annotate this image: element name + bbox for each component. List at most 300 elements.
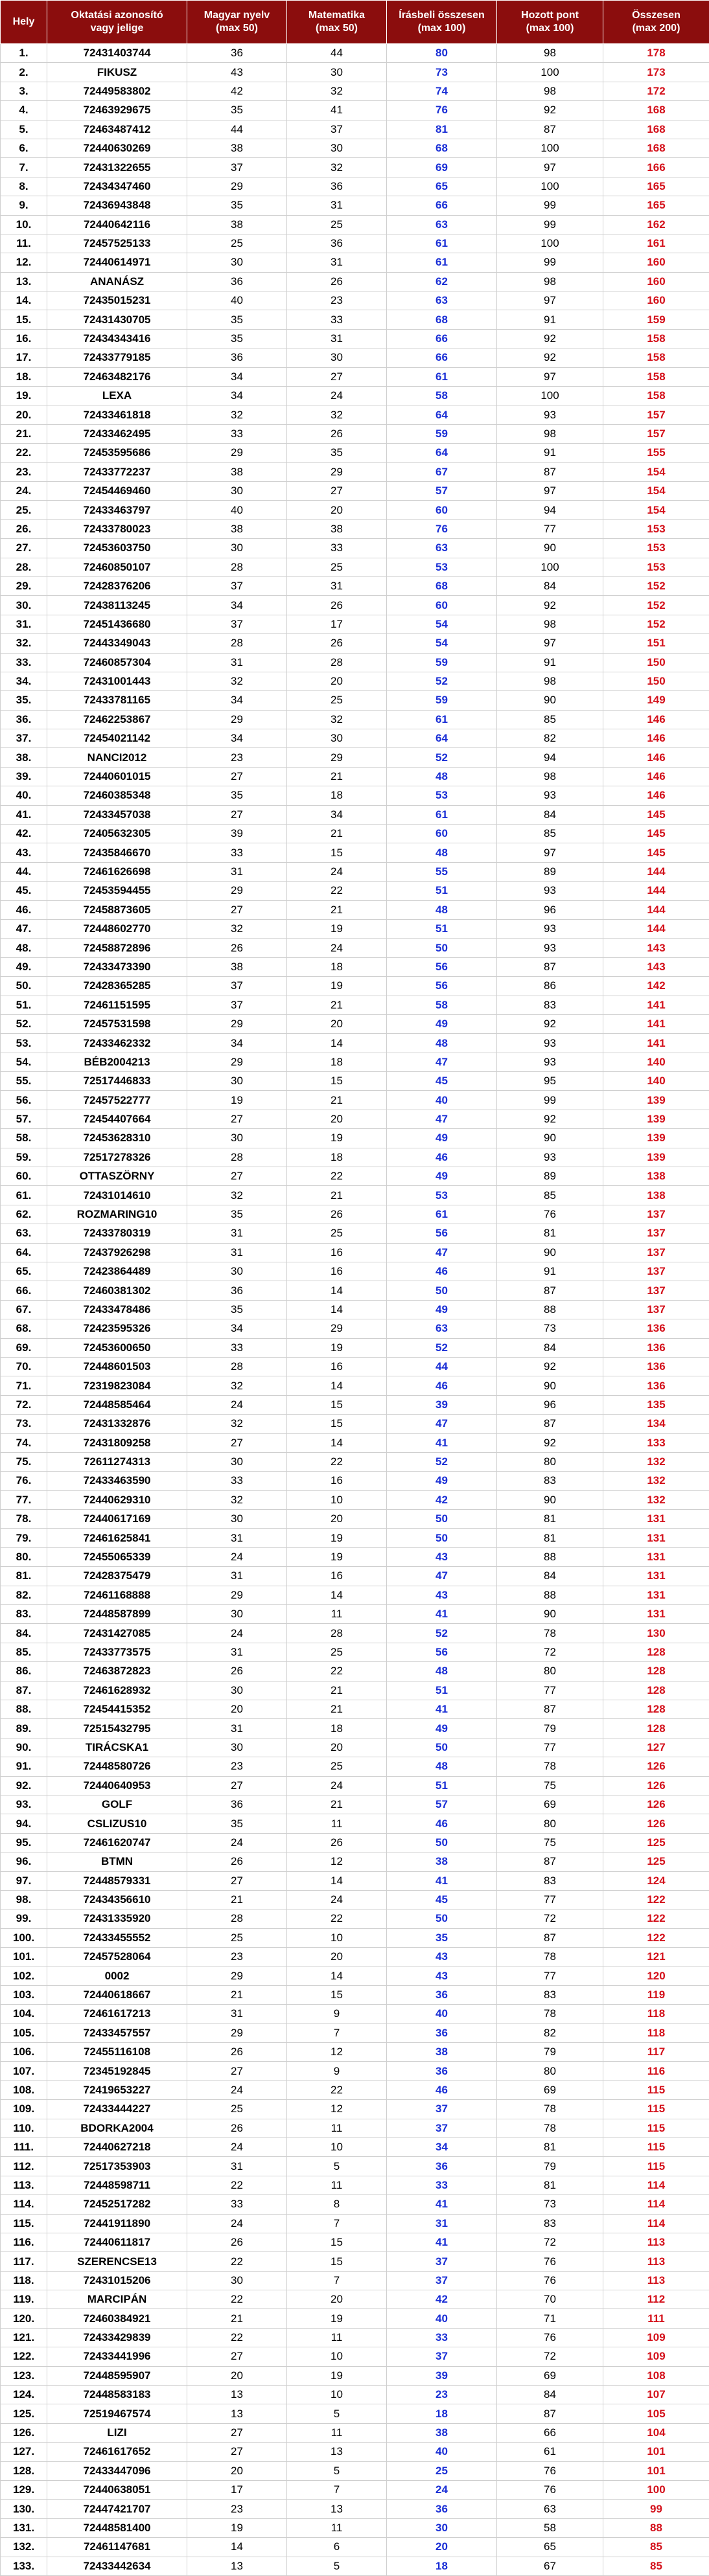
cell-carried-points: 84	[497, 1567, 603, 1586]
cell-hungarian: 29	[187, 444, 287, 462]
cell-identifier: 72454407664	[47, 1110, 187, 1128]
cell-grand-total: 137	[603, 1300, 709, 1319]
cell-written-total: 57	[387, 481, 497, 500]
cell-hungarian: 28	[187, 1148, 287, 1167]
cell-written-total: 61	[387, 1205, 497, 1224]
cell-place: 4.	[1, 101, 47, 120]
cell-place: 117.	[1, 2252, 47, 2271]
cell-place: 31.	[1, 615, 47, 633]
cell-math: 8	[287, 2195, 387, 2214]
cell-math: 38	[287, 519, 387, 538]
cell-place: 114.	[1, 2195, 47, 2214]
cell-carried-points: 63	[497, 2500, 603, 2518]
cell-math: 18	[287, 1053, 387, 1071]
table-row	[1, 1871, 709, 1890]
cell-math: 7	[287, 2214, 387, 2233]
cell-hungarian: 14	[187, 2538, 287, 2557]
cell-place: 48.	[1, 939, 47, 957]
table-row	[1, 367, 709, 386]
cell-written-total: 46	[387, 1376, 497, 1395]
cell-carried-points: 92	[497, 1433, 603, 1452]
cell-grand-total: 126	[603, 1795, 709, 1814]
cell-grand-total: 126	[603, 1757, 709, 1776]
cell-place: 93.	[1, 1795, 47, 1814]
cell-hungarian: 17	[187, 2481, 287, 2500]
header-hungarian	[187, 1, 287, 44]
cell-math: 41	[287, 101, 387, 120]
cell-grand-total: 149	[603, 691, 709, 710]
cell-written-total: 59	[387, 653, 497, 672]
cell-grand-total: 112	[603, 2290, 709, 2309]
cell-grand-total: 100	[603, 2481, 709, 2500]
cell-grand-total: 139	[603, 1129, 709, 1148]
cell-written-total: 43	[387, 1547, 497, 1566]
header-label: Összesen	[606, 9, 706, 22]
cell-math: 22	[287, 2080, 387, 2099]
cell-hungarian: 13	[187, 2404, 287, 2423]
cell-identifier: 72433444227	[47, 2100, 187, 2119]
cell-hungarian: 22	[187, 2290, 287, 2309]
cell-place: 130.	[1, 2500, 47, 2518]
table-row	[1, 2214, 709, 2233]
table-row	[1, 1700, 709, 1718]
table-row	[1, 405, 709, 424]
cell-grand-total: 122	[603, 1928, 709, 1947]
cell-grand-total: 158	[603, 367, 709, 386]
cell-place: 52.	[1, 1014, 47, 1033]
cell-place: 10.	[1, 215, 47, 234]
cell-written-total: 80	[387, 44, 497, 63]
cell-carried-points: 77	[497, 1738, 603, 1757]
cell-identifier: 72431332876	[47, 1415, 187, 1433]
table-row	[1, 576, 709, 595]
cell-written-total: 43	[387, 1966, 497, 1985]
cell-written-total: 37	[387, 2119, 497, 2137]
cell-grand-total: 143	[603, 939, 709, 957]
cell-math: 11	[287, 1814, 387, 1833]
cell-identifier: 72461147681	[47, 2538, 187, 2557]
cell-place: 87.	[1, 1681, 47, 1700]
cell-grand-total: 128	[603, 1719, 709, 1738]
table-row	[1, 1395, 709, 1414]
cell-place: 67.	[1, 1300, 47, 1319]
cell-hungarian: 24	[187, 2137, 287, 2156]
cell-written-total: 46	[387, 1814, 497, 1833]
table-row	[1, 1490, 709, 1509]
cell-identifier: 72440601015	[47, 767, 187, 786]
table-row	[1, 2328, 709, 2347]
cell-written-total: 49	[387, 1719, 497, 1738]
cell-carried-points: 81	[497, 1224, 603, 1243]
cell-grand-total: 142	[603, 977, 709, 996]
cell-grand-total: 113	[603, 2271, 709, 2290]
cell-hungarian: 34	[187, 729, 287, 748]
cell-hungarian: 20	[187, 2461, 287, 2480]
table-row	[1, 1433, 709, 1452]
table-row	[1, 691, 709, 710]
cell-math: 21	[287, 767, 387, 786]
cell-place: 76.	[1, 1472, 47, 1490]
table-row	[1, 939, 709, 957]
cell-identifier: 72455065339	[47, 1547, 187, 1566]
cell-hungarian: 27	[187, 2062, 287, 2080]
header-math	[287, 1, 387, 44]
table-row	[1, 2100, 709, 2119]
cell-carried-points: 76	[497, 1205, 603, 1224]
cell-math: 20	[287, 1738, 387, 1757]
table-row	[1, 2461, 709, 2480]
cell-carried-points: 93	[497, 939, 603, 957]
cell-carried-points: 96	[497, 900, 603, 919]
cell-carried-points: 99	[497, 215, 603, 234]
cell-identifier: 72431014610	[47, 1186, 187, 1205]
cell-grand-total: 124	[603, 1871, 709, 1890]
cell-hungarian: 43	[187, 63, 287, 82]
table-row	[1, 1300, 709, 1319]
cell-place: 22.	[1, 444, 47, 462]
cell-carried-points: 93	[497, 919, 603, 938]
cell-grand-total: 131	[603, 1547, 709, 1566]
cell-written-total: 38	[387, 2043, 497, 2062]
cell-identifier: 72461620747	[47, 1833, 187, 1852]
cell-carried-points: 87	[497, 2404, 603, 2423]
cell-identifier: 72448595907	[47, 2366, 187, 2385]
cell-written-total: 37	[387, 2252, 497, 2271]
cell-written-total: 47	[387, 1567, 497, 1586]
cell-math: 21	[287, 825, 387, 843]
cell-grand-total: 122	[603, 1909, 709, 1928]
cell-grand-total: 145	[603, 843, 709, 862]
cell-written-total: 49	[387, 1129, 497, 1148]
cell-grand-total: 139	[603, 1148, 709, 1167]
table-row	[1, 1224, 709, 1243]
cell-grand-total: 126	[603, 1776, 709, 1795]
cell-written-total: 64	[387, 729, 497, 748]
cell-grand-total: 138	[603, 1186, 709, 1205]
cell-grand-total: 131	[603, 1510, 709, 1529]
cell-math: 33	[287, 539, 387, 558]
cell-hungarian: 32	[187, 1415, 287, 1433]
cell-place: 82.	[1, 1586, 47, 1604]
cell-grand-total: 160	[603, 253, 709, 272]
cell-identifier: 72461626698	[47, 862, 187, 881]
table-row	[1, 1357, 709, 1376]
cell-written-total: 36	[387, 2500, 497, 2518]
cell-hungarian: 28	[187, 1909, 287, 1928]
cell-place: 106.	[1, 2043, 47, 2062]
cell-hungarian: 36	[187, 1281, 287, 1300]
cell-identifier: 72435846670	[47, 843, 187, 862]
cell-place: 73.	[1, 1415, 47, 1433]
cell-carried-points: 73	[497, 1319, 603, 1338]
cell-grand-total: 136	[603, 1357, 709, 1376]
cell-written-total: 54	[387, 615, 497, 633]
cell-written-total: 42	[387, 2290, 497, 2309]
cell-math: 27	[287, 367, 387, 386]
table-row	[1, 2423, 709, 2442]
cell-math: 31	[287, 253, 387, 272]
table-row	[1, 444, 709, 462]
cell-hungarian: 26	[187, 1852, 287, 1871]
cell-place: 77.	[1, 1490, 47, 1509]
header-label: Hozott pont	[500, 9, 600, 22]
cell-written-total: 50	[387, 939, 497, 957]
cell-grand-total: 122	[603, 1890, 709, 1909]
cell-carried-points: 87	[497, 1700, 603, 1718]
cell-written-total: 74	[387, 82, 497, 100]
cell-written-total: 53	[387, 786, 497, 805]
table-row	[1, 710, 709, 729]
cell-place: 75.	[1, 1452, 47, 1471]
table-row	[1, 672, 709, 690]
cell-identifier: 72454415352	[47, 1700, 187, 1718]
cell-carried-points: 97	[497, 843, 603, 862]
cell-identifier: LIZI	[47, 2423, 187, 2442]
cell-math: 17	[287, 615, 387, 633]
table-row	[1, 177, 709, 196]
table-row	[1, 1243, 709, 1262]
cell-hungarian: 33	[187, 1472, 287, 1490]
cell-hungarian: 34	[187, 691, 287, 710]
cell-identifier: 72433772237	[47, 462, 187, 481]
cell-grand-total: 131	[603, 1567, 709, 1586]
header-sublabel: vagy jelige	[50, 22, 184, 35]
cell-place: 43.	[1, 843, 47, 862]
cell-place: 121.	[1, 2328, 47, 2347]
cell-grand-total: 153	[603, 519, 709, 538]
cell-math: 12	[287, 1852, 387, 1871]
cell-carried-points: 89	[497, 862, 603, 881]
table-row	[1, 2404, 709, 2423]
cell-identifier: 72437926298	[47, 1243, 187, 1262]
cell-hungarian: 27	[187, 1167, 287, 1186]
cell-carried-points: 83	[497, 1472, 603, 1490]
cell-written-total: 63	[387, 1319, 497, 1338]
cell-grand-total: 137	[603, 1262, 709, 1281]
cell-math: 35	[287, 444, 387, 462]
cell-hungarian: 29	[187, 1014, 287, 1033]
cell-written-total: 33	[387, 2328, 497, 2347]
cell-identifier: 72453594455	[47, 882, 187, 900]
table-row	[1, 310, 709, 329]
cell-carried-points: 81	[497, 2137, 603, 2156]
cell-math: 15	[287, 843, 387, 862]
cell-hungarian: 39	[187, 825, 287, 843]
cell-carried-points: 98	[497, 272, 603, 291]
cell-place: 68.	[1, 1319, 47, 1338]
cell-hungarian: 20	[187, 1700, 287, 1718]
cell-hungarian: 31	[187, 653, 287, 672]
cell-written-total: 48	[387, 900, 497, 919]
cell-written-total: 73	[387, 63, 497, 82]
cell-hungarian: 33	[187, 424, 287, 443]
cell-place: 44.	[1, 862, 47, 881]
cell-place: 101.	[1, 1948, 47, 1966]
table-row	[1, 2157, 709, 2176]
cell-carried-points: 93	[497, 882, 603, 900]
cell-math: 11	[287, 2328, 387, 2347]
cell-place: 21.	[1, 424, 47, 443]
cell-grand-total: 114	[603, 2195, 709, 2214]
table-row	[1, 843, 709, 862]
cell-written-total: 52	[387, 1338, 497, 1357]
cell-hungarian: 22	[187, 2328, 287, 2347]
cell-math: 19	[287, 919, 387, 938]
cell-hungarian: 34	[187, 387, 287, 405]
cell-grand-total: 168	[603, 101, 709, 120]
cell-hungarian: 33	[187, 843, 287, 862]
cell-grand-total: 111	[603, 2309, 709, 2328]
cell-identifier: 72433780319	[47, 1224, 187, 1243]
cell-written-total: 46	[387, 2080, 497, 2099]
cell-written-total: 56	[387, 977, 497, 996]
cell-place: 105.	[1, 2023, 47, 2042]
table-row	[1, 481, 709, 500]
cell-math: 15	[287, 2252, 387, 2271]
cell-hungarian: 24	[187, 1547, 287, 1566]
cell-hungarian: 34	[187, 367, 287, 386]
cell-place: 40.	[1, 786, 47, 805]
cell-place: 84.	[1, 1624, 47, 1643]
cell-carried-points: 78	[497, 2100, 603, 2119]
cell-math: 7	[287, 2023, 387, 2042]
table-row	[1, 2557, 709, 2575]
cell-carried-points: 80	[497, 1662, 603, 1681]
cell-written-total: 49	[387, 1300, 497, 1319]
cell-hungarian: 32	[187, 1186, 287, 1205]
cell-math: 44	[287, 44, 387, 63]
cell-place: 118.	[1, 2271, 47, 2290]
cell-identifier: 72517353903	[47, 2157, 187, 2176]
cell-hungarian: 40	[187, 291, 287, 310]
cell-written-total: 50	[387, 1281, 497, 1300]
cell-written-total: 24	[387, 2481, 497, 2500]
cell-grand-total: 115	[603, 2080, 709, 2099]
cell-hungarian: 25	[187, 234, 287, 253]
cell-place: 91.	[1, 1757, 47, 1776]
cell-carried-points: 90	[497, 1376, 603, 1395]
cell-carried-points: 93	[497, 1053, 603, 1071]
cell-math: 14	[287, 1034, 387, 1053]
cell-carried-points: 78	[497, 2005, 603, 2023]
cell-carried-points: 72	[497, 1909, 603, 1928]
cell-hungarian: 31	[187, 1643, 287, 1661]
cell-hungarian: 34	[187, 1319, 287, 1338]
cell-grand-total: 125	[603, 1833, 709, 1852]
table-row	[1, 1928, 709, 1947]
cell-identifier: 72440642116	[47, 215, 187, 234]
cell-place: 128.	[1, 2461, 47, 2480]
cell-carried-points: 76	[497, 2252, 603, 2271]
cell-place: 34.	[1, 672, 47, 690]
cell-identifier: BDORKA2004	[47, 2119, 187, 2137]
cell-hungarian: 27	[187, 2423, 287, 2442]
cell-identifier: 72448598711	[47, 2176, 187, 2194]
cell-grand-total: 145	[603, 825, 709, 843]
cell-written-total: 45	[387, 1890, 497, 1909]
cell-carried-points: 79	[497, 2043, 603, 2062]
cell-grand-total: 144	[603, 900, 709, 919]
cell-carried-points: 95	[497, 1072, 603, 1091]
cell-grand-total: 162	[603, 215, 709, 234]
cell-carried-points: 78	[497, 1757, 603, 1776]
cell-grand-total: 136	[603, 1319, 709, 1338]
cell-math: 29	[287, 748, 387, 767]
header-sublabel: (max 50)	[290, 22, 384, 35]
cell-place: 86.	[1, 1662, 47, 1681]
cell-identifier: 72433780023	[47, 519, 187, 538]
cell-written-total: 34	[387, 2137, 497, 2156]
table-row	[1, 1167, 709, 1186]
cell-math: 25	[287, 1224, 387, 1243]
cell-identifier: GOLF	[47, 1795, 187, 1814]
cell-math: 19	[287, 1529, 387, 1547]
cell-carried-points: 87	[497, 957, 603, 976]
cell-identifier: 72319823084	[47, 1376, 187, 1395]
table-row	[1, 1014, 709, 1033]
cell-carried-points: 98	[497, 44, 603, 63]
cell-math: 10	[287, 2347, 387, 2366]
cell-written-total: 51	[387, 1776, 497, 1795]
cell-grand-total: 137	[603, 1281, 709, 1300]
cell-identifier: NANCI2012	[47, 748, 187, 767]
cell-place: 1.	[1, 44, 47, 63]
cell-written-total: 66	[387, 196, 497, 215]
cell-place: 122.	[1, 2347, 47, 2366]
cell-written-total: 62	[387, 272, 497, 291]
cell-identifier: 72428376206	[47, 576, 187, 595]
cell-place: 30.	[1, 596, 47, 615]
cell-grand-total: 131	[603, 1529, 709, 1547]
cell-identifier: 72451436680	[47, 615, 187, 633]
cell-identifier: 72448602770	[47, 919, 187, 938]
table-row	[1, 2043, 709, 2062]
table-row	[1, 2195, 709, 2214]
cell-math: 10	[287, 1490, 387, 1509]
cell-grand-total: 135	[603, 1395, 709, 1414]
cell-carried-points: 82	[497, 729, 603, 748]
cell-place: 58.	[1, 1129, 47, 1148]
cell-math: 27	[287, 481, 387, 500]
table-row	[1, 615, 709, 633]
table-row	[1, 1776, 709, 1795]
cell-hungarian: 23	[187, 1757, 287, 1776]
cell-math: 19	[287, 977, 387, 996]
table-row	[1, 462, 709, 481]
cell-place: 36.	[1, 710, 47, 729]
cell-written-total: 64	[387, 405, 497, 424]
table-row	[1, 2119, 709, 2137]
table-row	[1, 1452, 709, 1471]
table-row	[1, 2062, 709, 2080]
cell-written-total: 39	[387, 2366, 497, 2385]
cell-math: 19	[287, 1338, 387, 1357]
cell-carried-points: 77	[497, 1681, 603, 1700]
cell-hungarian: 30	[187, 1681, 287, 1700]
cell-math: 10	[287, 2137, 387, 2156]
cell-math: 5	[287, 2404, 387, 2423]
table-row	[1, 1738, 709, 1757]
cell-grand-total: 130	[603, 1624, 709, 1643]
cell-carried-points: 75	[497, 1833, 603, 1852]
cell-identifier: 72433473390	[47, 957, 187, 976]
cell-written-total: 66	[387, 329, 497, 348]
cell-carried-points: 67	[497, 2557, 603, 2575]
cell-carried-points: 69	[497, 2080, 603, 2099]
cell-carried-points: 84	[497, 2386, 603, 2404]
cell-written-total: 50	[387, 1529, 497, 1547]
table-row	[1, 729, 709, 748]
